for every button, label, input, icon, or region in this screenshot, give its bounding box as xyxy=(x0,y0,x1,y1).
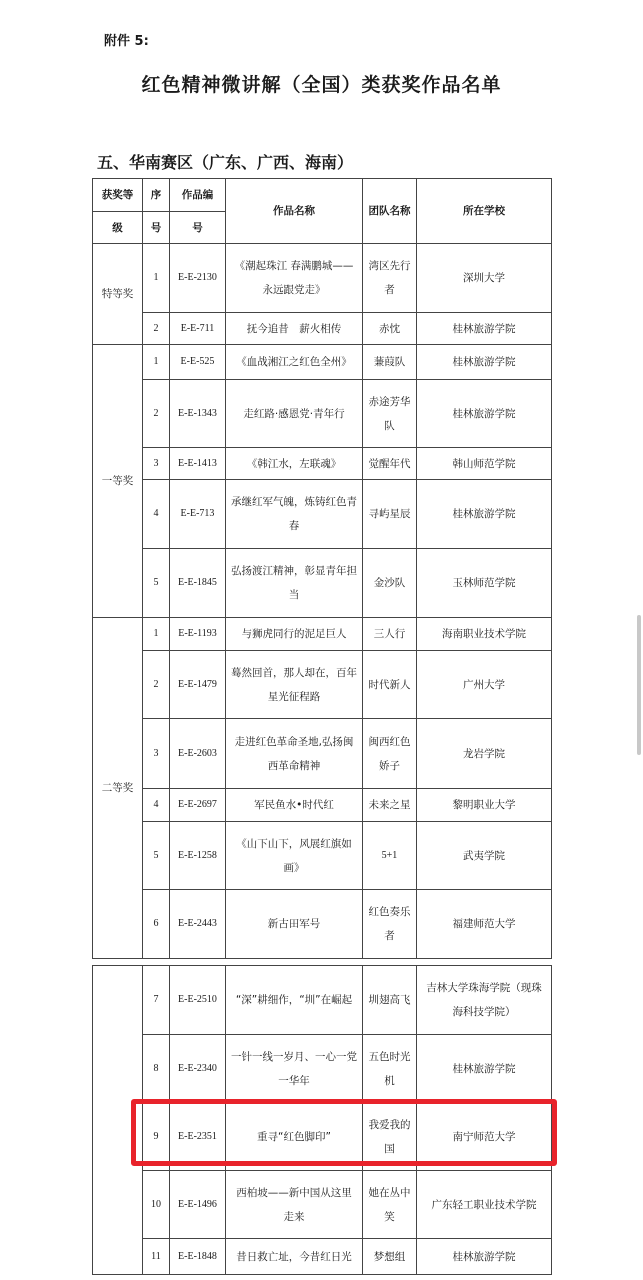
team-cell: 觉醒年代 xyxy=(363,448,417,480)
work-cell: 昔日救亡址，今昔红日光 xyxy=(226,1239,363,1275)
seq-cell: 3 xyxy=(143,448,170,480)
work-cell: 一针一线一岁月、一心一党 一华年 xyxy=(226,1035,363,1103)
code-cell: E-E-1343 xyxy=(170,380,226,448)
table-row xyxy=(93,1171,552,1239)
header-seq: 序 xyxy=(143,179,170,212)
header-school: 所在学校 xyxy=(417,179,552,244)
team-cell: 她在丛中 笑 xyxy=(363,1171,417,1239)
school-cell: 龙岩学院 xyxy=(417,719,552,789)
work-cell: 与狮虎同行的泥足巨人 xyxy=(226,618,363,651)
work-cell: 西柏坡——新中国从这里 走来 xyxy=(226,1171,363,1239)
team-cell: 闽西红色 娇子 xyxy=(363,719,417,789)
code-cell: E-E-2510 xyxy=(170,966,226,1035)
code-cell: E-E-1413 xyxy=(170,448,226,480)
highlight-box xyxy=(131,1099,557,1166)
code-cell: E-E-1845 xyxy=(170,549,226,618)
seq-cell: 8 xyxy=(143,1035,170,1103)
header-team: 团队名称 xyxy=(363,179,417,244)
seq-cell: 1 xyxy=(143,244,170,313)
team-cell: 湾区先行 者 xyxy=(363,244,417,313)
header-award: 获奖等 xyxy=(93,179,143,212)
school-cell: 吉林大学珠海学院（现珠 海科技学院） xyxy=(417,966,552,1035)
table-row xyxy=(93,618,552,651)
table-row xyxy=(93,380,552,448)
seq-cell: 2 xyxy=(143,380,170,448)
school-cell: 韩山师范学院 xyxy=(417,448,552,480)
work-cell: 抚今追昔 薪火相传 xyxy=(226,313,363,345)
team-cell: 圳翅高飞 xyxy=(363,966,417,1035)
awards-table xyxy=(92,178,552,959)
seq-cell: 9 xyxy=(143,1103,170,1171)
table-row xyxy=(93,890,552,959)
code-cell: E-E-1193 xyxy=(170,618,226,651)
work-cell: 《山下山下，风展红旗如 画》 xyxy=(226,822,363,890)
seq-cell: 6 xyxy=(143,890,170,959)
header-seq-2: 号 xyxy=(143,212,170,244)
school-cell: 桂林旅游学院 xyxy=(417,480,552,549)
work-cell: “深”耕细作，“圳”在崛起 xyxy=(226,966,363,1035)
work-cell: 《血战湘江之红色全州》 xyxy=(226,345,363,380)
school-cell: 玉林师范学院 xyxy=(417,549,552,618)
code-cell: E-E-1479 xyxy=(170,651,226,719)
header-code-2: 号 xyxy=(170,212,226,244)
table-row xyxy=(93,719,552,789)
work-cell: 《韩江水，左联魂》 xyxy=(226,448,363,480)
scrollbar-thumb[interactable] xyxy=(637,615,641,755)
seq-cell: 2 xyxy=(143,651,170,719)
team-cell: 蒹葭队 xyxy=(363,345,417,380)
header-work: 作品名称 xyxy=(226,179,363,244)
code-cell: E-E-2603 xyxy=(170,719,226,789)
school-cell: 黎明职业大学 xyxy=(417,789,552,822)
school-cell: 广东轻工职业技术学院 xyxy=(417,1171,552,1239)
header-award-2: 级 xyxy=(93,212,143,244)
school-cell: 福建师范大学 xyxy=(417,890,552,959)
school-cell: 武夷学院 xyxy=(417,822,552,890)
table-row xyxy=(93,244,552,313)
team-cell: 5+1 xyxy=(363,822,417,890)
work-cell: 重寻“红色脚印” xyxy=(226,1103,363,1171)
seq-cell: 5 xyxy=(143,822,170,890)
team-cell: 金沙队 xyxy=(363,549,417,618)
code-cell: E-E-1848 xyxy=(170,1239,226,1275)
code-cell: E-E-713 xyxy=(170,480,226,549)
work-cell: 走红路·感恩党·青年行 xyxy=(226,380,363,448)
seq-cell: 1 xyxy=(143,618,170,651)
table-row xyxy=(93,822,552,890)
code-cell: E-E-711 xyxy=(170,313,226,345)
table-row xyxy=(93,966,552,1035)
table-row xyxy=(93,313,552,345)
team-cell: 时代新人 xyxy=(363,651,417,719)
team-cell: 红色奏乐 者 xyxy=(363,890,417,959)
work-cell: 弘扬渡江精神，彰显青年担 当 xyxy=(226,549,363,618)
team-cell: 五色时光 机 xyxy=(363,1035,417,1103)
work-cell: 新古田军号 xyxy=(226,890,363,959)
award-second-cell: 二等奖 xyxy=(93,618,143,959)
section-title: 五、华南赛区（广东、广西、海南） xyxy=(97,153,354,172)
seq-cell: 1 xyxy=(143,345,170,380)
code-cell: E-E-1496 xyxy=(170,1171,226,1239)
code-cell: E-E-525 xyxy=(170,345,226,380)
work-cell: 蓦然回首，那人却在，百年 星光征程路 xyxy=(226,651,363,719)
team-cell: 未来之星 xyxy=(363,789,417,822)
table-row xyxy=(93,480,552,549)
school-cell: 深圳大学 xyxy=(417,244,552,313)
school-cell: 桂林旅游学院 xyxy=(417,1239,552,1275)
table-row xyxy=(93,1035,552,1103)
school-cell: 桂林旅游学院 xyxy=(417,313,552,345)
seq-cell: 5 xyxy=(143,549,170,618)
team-cell: 梦想组 xyxy=(363,1239,417,1275)
header-code: 作品编 xyxy=(170,179,226,212)
table-row xyxy=(93,345,552,380)
work-cell: 走进红色革命圣地,弘扬闽 西革命精神 xyxy=(226,719,363,789)
table-row xyxy=(93,651,552,719)
award-special-cell: 特等奖 xyxy=(93,244,143,345)
team-cell: 赤忱 xyxy=(363,313,417,345)
table-row xyxy=(93,789,552,822)
seq-cell: 4 xyxy=(143,480,170,549)
code-cell: E-E-2340 xyxy=(170,1035,226,1103)
work-cell: 《潮起珠江 春满鹏城—— 永远跟党走》 xyxy=(226,244,363,313)
document-title: 红色精神微讲解（全国）类获奖作品名单 xyxy=(141,74,502,96)
seq-cell: 11 xyxy=(143,1239,170,1275)
seq-cell: 7 xyxy=(143,966,170,1035)
school-cell: 南宁师范大学 xyxy=(417,1103,552,1171)
work-cell: 承继红军气魄，炼铸红色青 春 xyxy=(226,480,363,549)
team-cell: 寻屿星辰 xyxy=(363,480,417,549)
code-cell: E-E-2351 xyxy=(170,1103,226,1171)
team-cell: 三人行 xyxy=(363,618,417,651)
table-row xyxy=(93,448,552,480)
table-row xyxy=(93,549,552,618)
seq-cell: 2 xyxy=(143,313,170,345)
school-cell: 海南职业技术学院 xyxy=(417,618,552,651)
code-cell: E-E-1258 xyxy=(170,822,226,890)
school-cell: 桂林旅游学院 xyxy=(417,345,552,380)
team-cell: 我爱我的 国 xyxy=(363,1103,417,1171)
school-cell: 桂林旅游学院 xyxy=(417,1035,552,1103)
table-row xyxy=(93,1239,552,1275)
seq-cell: 10 xyxy=(143,1171,170,1239)
work-cell: 军民鱼水•时代红 xyxy=(226,789,363,822)
code-cell: E-E-2130 xyxy=(170,244,226,313)
seq-cell: 4 xyxy=(143,789,170,822)
code-cell: E-E-2697 xyxy=(170,789,226,822)
team-cell: 赤途芳华 队 xyxy=(363,380,417,448)
award-first-cell: 一等奖 xyxy=(93,345,143,618)
table-header-row xyxy=(93,179,552,212)
code-cell: E-E-2443 xyxy=(170,890,226,959)
school-cell: 桂林旅游学院 xyxy=(417,380,552,448)
school-cell: 广州大学 xyxy=(417,651,552,719)
seq-cell: 3 xyxy=(143,719,170,789)
attachment-label: 附件 5: xyxy=(104,34,149,49)
